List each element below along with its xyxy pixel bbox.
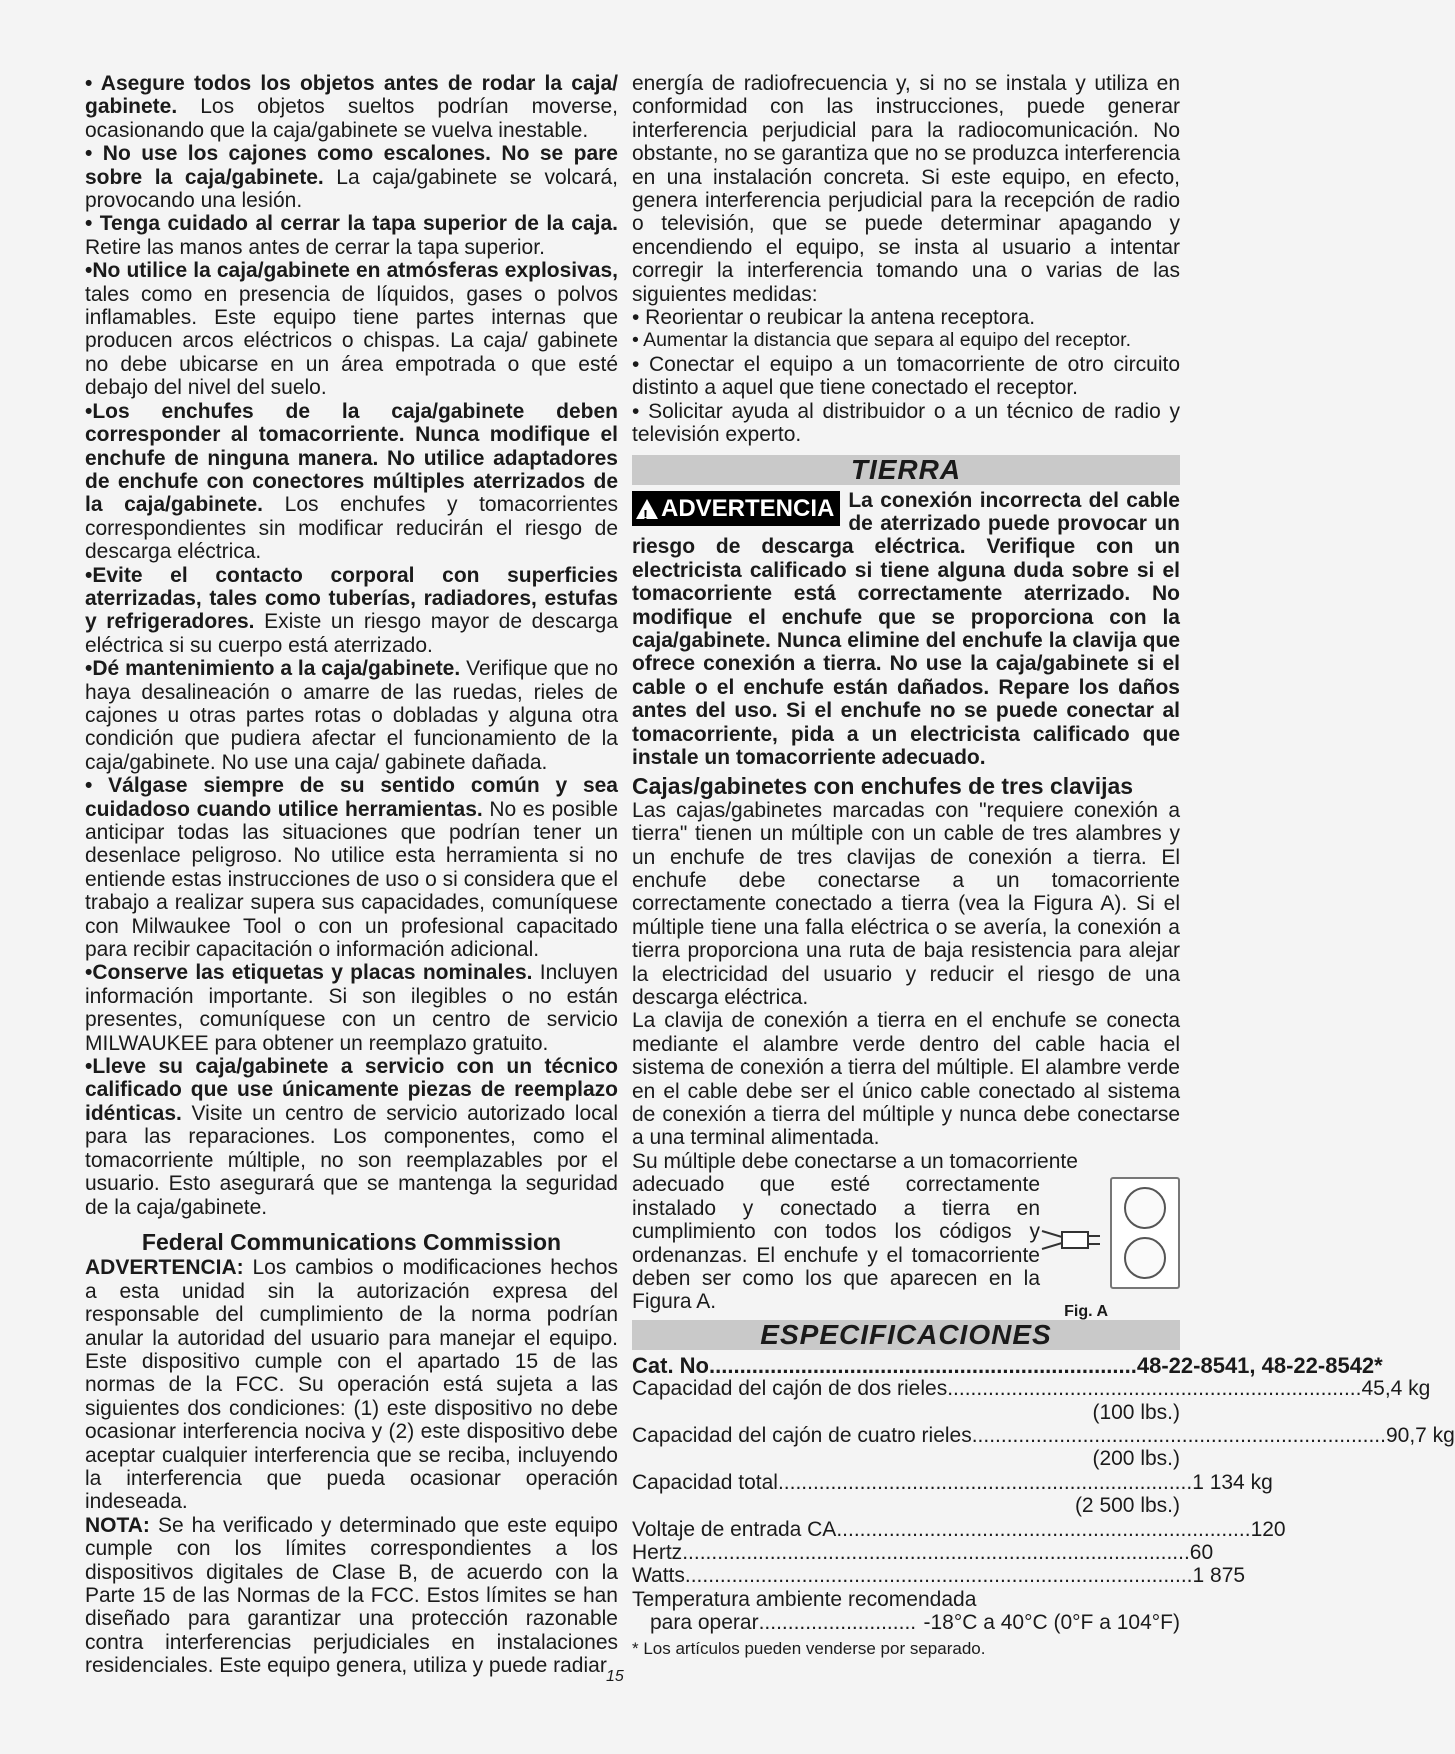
footnote: * Los artículos pueden venderse por separado. [632, 1638, 986, 1658]
spec-voltage: Voltaje de entrada CA ....................................................................... 120 [632, 1517, 1286, 1541]
page-number: 15 [606, 1668, 624, 1685]
fcc-note: NOTA: Se ha verificado y determinado que este equipo cumple con los límites correspondientes a los dispositivos digitales de Clase B, de acuerdo con la Parte 15 de las Normas de la FCC. Estos límites se han diseñado para garantizar una protección razonable contra interferencias perjudiciales en instalaciones residenciales. Este equipo genera, utiliza y puede radiar [85, 1513, 618, 1678]
spec-two-rail: Capacidad del cajón de dos rieles ....................................................................... 45,4 kg [632, 1377, 1431, 1401]
safety-item-2: • No use los cajones como escalones. No se pare sobre la caja/gabinete. La caja/gabinete se volcará, provocando una lesión. [85, 142, 619, 213]
three-prong-para-3a: Su múltiple debe conectarse a un tomacorriente [632, 1149, 1078, 1173]
figure-a [1040, 1173, 1180, 1321]
spec-total: Capacidad total ....................................................................... 1 134 kg [632, 1470, 1273, 1494]
safety-item-1: • Asegure todos los objetos antes de rodar la caja/ gabinete. Los objetos sueltos podrían moverse, ocasionando que la caja/gabinete se vuelva inestable. [85, 72, 618, 142]
figure-a-row [632, 1173, 1180, 1321]
three-prong-para-2: La clavija de conexión a tierra en el enchufe se conecta mediante el alambre verde dentro del cable hacia el sistema de conexión a tierra del múltiple. El alambre verde en el cable debe ser el único cable conectado al sistema de conexión a tierra del múltiple y nunca debe conectarse a una terminal alimentada. [632, 1009, 1180, 1150]
spec-four-rail-lbs: (200 lbs.) [1092, 1447, 1180, 1471]
socket-bottom [1124, 1237, 1166, 1279]
fcc-continued: energía de radiofrecuencia y, si no se instala y utiliza en conformidad con las instrucciones, puede generar interferencia perjudicial para la radiocomunicación. No obstante, no se garantiza que no se produzca interferencia en una instalación concreta. Si este equipo, en efecto, genera interferencia perjudicial para la recepción de radio o televisión, que se puede determinar apagando y encendiendo el equipo, se insta al usuario a intentar corregir la interferencia tomando una o varias de las siguientes medidas: [632, 72, 1180, 306]
safety-item-7: •Dé mantenimiento a la caja/gabinete. Verifique que no haya desalineación o amarre de las ruedas, rieles de cajones u otras partes rotas o dobladas y alguna otra condición que pudiera afectar el funcionamiento de la caja/gabinete. No use una caja/ gabinete dañada. [85, 657, 619, 774]
safety-item-10: •Lleve su caja/gabinete a servicio con un técnico calificado que use únicamente piezas de reemplazo idénticas. Visite un centro de servicio autorizado local para las reparaciones. Los componentes, como el tomacorriente múltiple, no son reemplazables por el usuario. Esto asegurará que se mantenga la seguridad de la caja/gabinete. [85, 1055, 618, 1219]
tierra-section-title: TIERRA [632, 455, 1180, 485]
safety-item-9: •Conserve las etiquetas y placas nominales. Incluyen información importante. Si son ilegibles o no están presentes, comuníquese con un centro de servicio MILWAUKEE para obtener un reemplazo gratuito. [85, 961, 618, 1055]
measure-2: • Aumentar la distancia que separa al equipo del receptor. [632, 329, 1131, 352]
safety-item-5: •Los enchufes de la caja/gabinete deben corresponder al tomacorriente. Nunca modifique el enchufe de ninguna manera. No utilice adaptadores de enchufe con conectores múltiples aterrizados de la caja/gabinete. Los enchufes y tomacorrientes correspondientes sin modificar reducirán el riesgo de descarga eléctrica. [85, 399, 618, 564]
safety-item-3: • Tenga cuidado al cerrar la tapa superior de la caja. Retire las manos antes de cerrar la tapa superior. [85, 212, 618, 259]
spec-watts: Watts ....................................................................................... 1 875 [632, 1564, 1246, 1588]
fcc-warning: ADVERTENCIA: Los cambios o modificaciones hechos a esta unidad sin la autorización expresa del responsable del cumplimiento de la norma podrían anular la autoridad del usuario para manejar el equipo. Este dispositivo cumple con el apartado 15 de las normas de la FCC. Su operación está sujeta a las siguientes dos condiciones: (1) este dispositivo no debe ocasionar interferencia nociva y (2) este dispositivo debe aceptar cualquier interferencia que se reciba, incluyendo la interferencia que pueda ocasionar operación indeseada. [85, 1256, 618, 1514]
left-column [85, 72, 618, 1678]
specs-section-title: ESPECIFICACIONES [632, 1320, 1180, 1350]
spec-temperature-label: Temperatura ambiente recomendada [632, 1587, 977, 1611]
measure-4: • Solicitar ayuda al distribuidor o a un técnico de radio y televisión experto. [632, 399, 1180, 447]
spec-four-rail: Capacidad del cajón de cuatro rieles ....................................................................... 90,7 kg [632, 1423, 1455, 1447]
socket-top [1124, 1187, 1166, 1229]
safety-item-4: •No utilice la caja/gabinete en atmósferas explosivas, tales como en presencia de líquidos, gases o polvos inflamables. Este equipo tiene partes internas que producen arcos eléctricos o chispas. La caja/ gabinete no debe ubicarse en un área empotrada o que esté debajo del nivel del suelo. [85, 259, 618, 400]
plug-icon [1040, 1223, 1102, 1253]
warning-badge: ! ADVERTENCIA [632, 491, 840, 526]
figure-label: Fig. A [1064, 1303, 1108, 1321]
safety-item-6: •Evite el contacto corporal con superficies aterrizadas, tales como tuberías, radiadores, estufas y refrigeradores. Existe un riesgo mayor de descarga eléctrica si su cuerpo está aterrizado. [85, 563, 619, 657]
spec-temperature: para operar ........................... -18°C a 40°C (0°F a 104°F) [650, 1611, 1180, 1635]
three-prong-title: Cajas/gabinetes con enchufes de tres clavijas [632, 773, 1134, 800]
measure-3: • Conectar el equipo a un tomacorriente de otro circuito distinto a aquel que tiene conectado el receptor. [632, 352, 1180, 400]
outlet-icon [1110, 1177, 1180, 1289]
spec-total-lbs: (2 500 lbs.) [1074, 1494, 1180, 1518]
fcc-title: Federal Communications Commission [141, 1228, 562, 1255]
grounding-warning: ! ADVERTENCIA La conexión incorrecta del cable de aterrizado puede provocar un riesgo de descarga eléctrica. Verifique con un electricista calificado si tiene alguna duda sobre si el tomacorriente está correctamente aterrizado. No modifique el enchufe que se proporciona con la caja/gabinete. Nunca elimine del enchufe la clavija que ofrece conexión a tierra. No use la caja/gabinete si el cable o el enchufe están dañados. Repare los daños antes del uso. Si el enchufe no se puede conectar al tomacorriente, pida a un electricista calificado que instale un tomacorriente adecuado. [632, 488, 1180, 769]
spec-hertz: Hertz ....................................................................................... 60 [632, 1540, 1214, 1564]
measure-1: • Reorientar o reubicar la antena receptora. [632, 306, 1036, 330]
spec-two-rail-lbs: (100 lbs.) [1092, 1400, 1180, 1424]
warning-triangle-icon: ! [636, 499, 658, 519]
three-prong-para-3b: adecuado que esté correctamente instalado y conectado a tierra en cumplimiento con todos los códigos y ordenanzas. El enchufe y el tomacorriente deben ser como los que aparecen en la Figura A. [632, 1173, 1040, 1314]
right-column [632, 72, 1455, 1659]
safety-item-8: • Válgase siempre de su sentido común y sea cuidadoso cuando utilice herramientas. No es posible anticipar todas las situaciones que podrían tener un desenlace peligroso. No utilice esta herramienta si no entiende estas instrucciones de uso o si considera que el trabajo a realizar supera sus capacidades, comuníquese con Milwaukee Tool o con un profesional capacitado para recibir capacitación o información adicional. [85, 774, 618, 962]
spec-cat-no: Cat. No.. .................................................................... 48-22-8541, 48-22-8542* [632, 1352, 1383, 1378]
three-prong-para-1: Las cajas/gabinetes marcadas con "requiere conexión a tierra" tienen un múltiple con un cable de tres alambres y un enchufe de tres clavijas de conexión a tierra. El enchufe debe conectarse a un tomacorriente correctamente conectado a tierra (vea la Figura A). Si el múltiple tiene una falla eléctrica o se avería, la conexión a tierra proporciona una ruta de baja resistencia para alejar la electricidad del usuario y reducir el riesgo de una descarga eléctrica. [632, 798, 1180, 1010]
